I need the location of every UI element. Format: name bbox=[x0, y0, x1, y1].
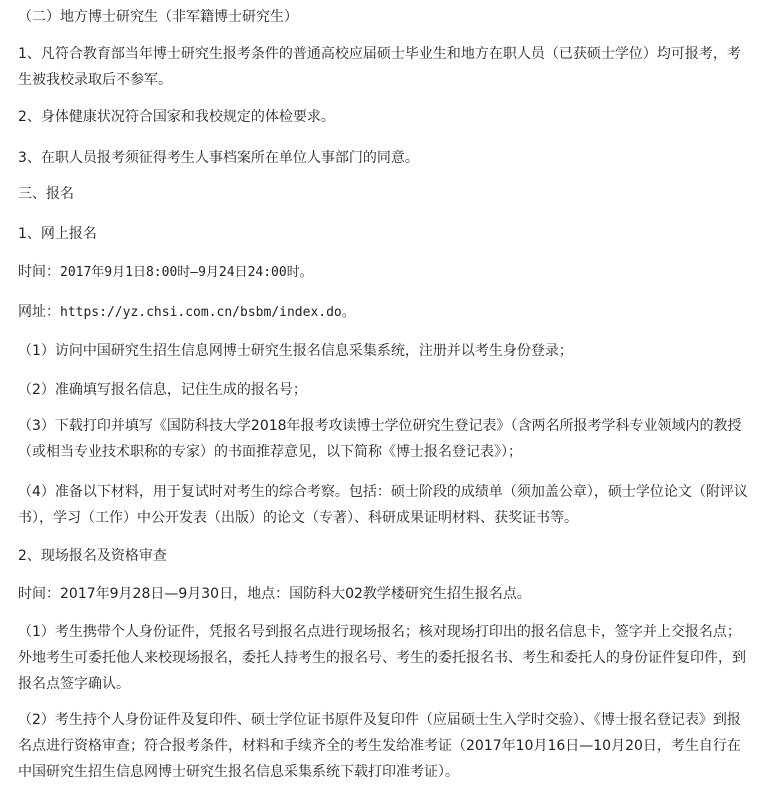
onsite-step-2: （2）考生持个人身份证件及复印件、硕士学位证书原件及复印件（应届硕士生入学时交验）、《博士报名登记表》到报名点进行资格审查；符合报考条件，材料和手续齐全的考生发给准考证（2017年10月16日—10月20日，考生自行在中国研究生招生信息网博士研究生报名信息采集系统下载打印准考证）。 bbox=[18, 712, 741, 780]
requirement-1: 1、凡符合教育部当年博士研究生报考条件的普通高校应届硕士毕业生和地方在职人员（已获硕士学位）均可报考，考生被我校录取后不参军。 bbox=[18, 46, 741, 88]
section-3-heading: 三、报名 bbox=[18, 186, 74, 202]
requirement-3: 3、在职人员报考须征得考生人事档案所在单位人事部门的同意。 bbox=[18, 150, 419, 166]
requirement-2: 2、身体健康状况符合国家和我校规定的体检要求。 bbox=[18, 109, 335, 125]
online-registration-time bbox=[18, 259, 748, 286]
online-time-label: 时间： bbox=[18, 264, 60, 280]
online-step-3: （3）下载打印并填写《国防科技大学2018年报考攻读博士学位研究生登记表》（含两名所报考学科专业领域内的教授（或相当专业技术职称的专家）的书面推荐意见，以下简称《博士报名登记表》）； bbox=[18, 418, 742, 460]
section-2-2-heading: （二）地方博士研究生（非军籍博士研究生） bbox=[18, 9, 298, 25]
online-url-value: https://yz.chsi.com.cn/bsbm/index.do。 bbox=[60, 305, 355, 320]
onsite-registration-time: 时间：2017年9月28日—9月30日，地点：国防科大02教学楼研究生招生报名点。 bbox=[18, 586, 531, 602]
online-time-value: 2017年9月1日8:00时—9月24日24:00时。 bbox=[60, 265, 313, 280]
online-registration-url bbox=[18, 299, 748, 326]
online-step-4: （4）准备以下材料，用于复试时对考生的综合考察。包括：硕士阶段的成绩单（须加盖公章），硕士学位论文（附评议书），学习（工作）中公开发表（出版）的论文（专著）、科研成果证明材料、获奖证书等。 bbox=[18, 484, 748, 526]
online-url-label: 网址： bbox=[18, 304, 60, 320]
online-step-1: （1）访问中国研究生招生信息网博士研究生报名信息采集系统，注册并以考生身份登录； bbox=[18, 343, 573, 359]
online-step-2: （2）准确填写报名信息，记住生成的报名号； bbox=[18, 382, 307, 398]
onsite-registration-heading: 2、现场报名及资格审查 bbox=[18, 548, 167, 564]
onsite-step-1: （1）考生携带个人身份证件，凭报名号到报名点进行现场报名；核对现场打印出的报名信息卡，签字并上交报名点；外地考生可委托他人来校现场报名，委托人持考生的报名号、考生的委托报名书、考生和委托人的身份证件复印件，到报名点签字确认。 bbox=[18, 624, 746, 692]
online-registration-heading: 1、网上报名 bbox=[18, 226, 97, 242]
